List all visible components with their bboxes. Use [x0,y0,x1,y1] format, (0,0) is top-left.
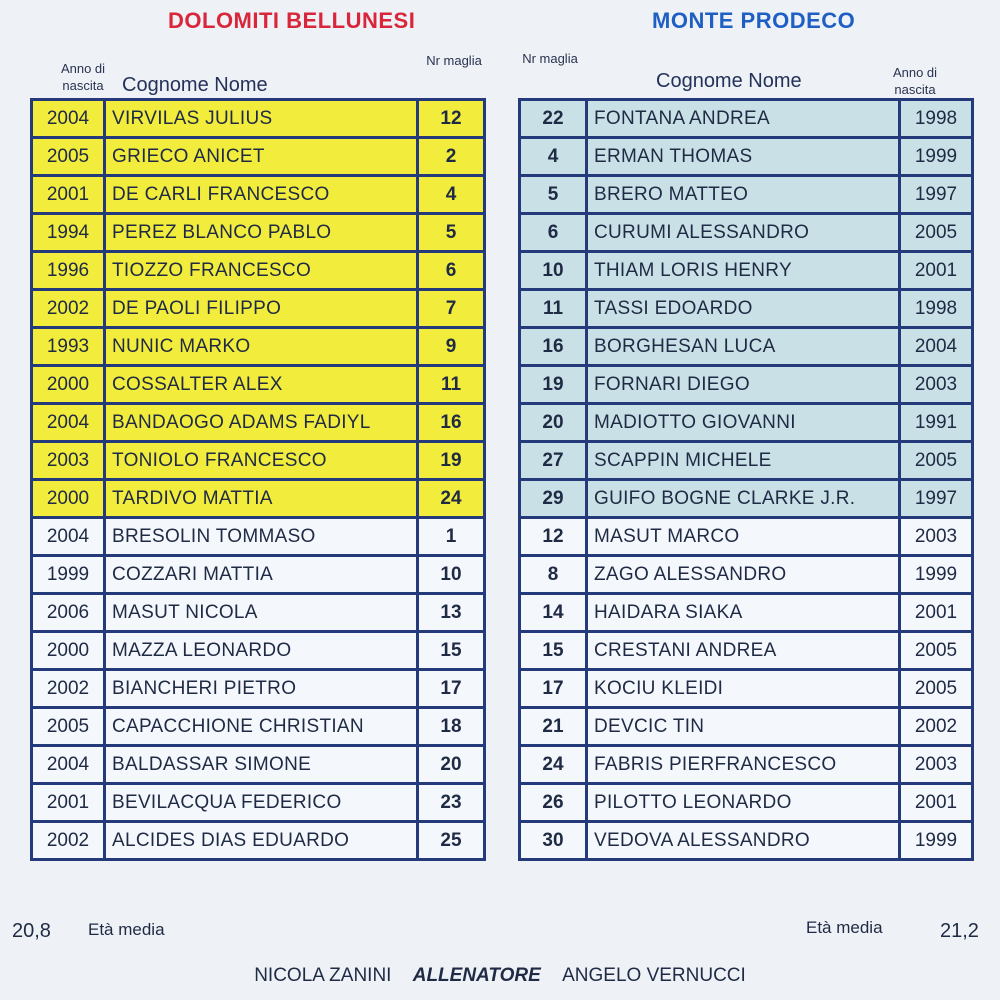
player-name: BIANCHERI PIETRO [105,670,418,708]
shirt-number: 26 [520,784,587,822]
shirt-number: 15 [520,632,587,670]
player-row [32,442,485,480]
shirt-number: 12 [418,100,485,138]
player-name: BRERO MATTEO [587,176,900,214]
shirt-number: 24 [418,480,485,518]
birth-year: 1999 [900,138,973,176]
shirt-number: 6 [520,214,587,252]
birth-year: 1999 [900,822,973,860]
shirt-number: 22 [520,100,587,138]
shirt-number: 6 [418,252,485,290]
player-row [520,746,973,784]
birth-year: 2002 [900,708,973,746]
right-name-header: Cognome Nome [656,70,802,92]
player-name: DEVCIC TIN [587,708,900,746]
player-row [32,746,485,784]
player-name: COSSALTER ALEX [105,366,418,404]
player-name: ZAGO ALESSANDRO [587,556,900,594]
shirt-number: 11 [418,366,485,404]
birth-year: 2001 [32,784,105,822]
shirt-number: 13 [418,594,485,632]
shirt-number: 27 [520,442,587,480]
birth-year: 2005 [900,214,973,252]
player-row [32,518,485,556]
birth-year: 1994 [32,214,105,252]
player-row [32,176,485,214]
shirt-number: 12 [520,518,587,556]
player-row [32,632,485,670]
right-birth-header: Anno di nascita [892,65,938,97]
birth-year: 2004 [32,100,105,138]
shirt-number: 21 [520,708,587,746]
player-name: FORNARI DIEGO [587,366,900,404]
birth-year: 1999 [32,556,105,594]
left-number-header: Nr maglia [426,53,482,68]
right-number-header: Nr maglia [522,51,578,66]
birth-year: 2001 [900,784,973,822]
shirt-number: 20 [520,404,587,442]
birth-year: 2003 [32,442,105,480]
player-row [32,252,485,290]
shirt-number: 10 [418,556,485,594]
shirt-number: 23 [418,784,485,822]
birth-year: 2004 [32,404,105,442]
coach-row [0,965,1000,987]
player-name: BORGHESAN LUCA [587,328,900,366]
birth-year: 2000 [32,632,105,670]
player-row [32,594,485,632]
birth-year: 1999 [900,556,973,594]
birth-year: 1998 [900,100,973,138]
birth-year: 2003 [900,366,973,404]
player-row [32,214,485,252]
shirt-number: 16 [520,328,587,366]
birth-year: 2005 [32,138,105,176]
player-row [32,708,485,746]
player-row [520,328,973,366]
shirt-number: 4 [418,176,485,214]
left-birth-header: Anno di nascita [60,61,106,93]
right-avg-age: 21,2 [940,920,979,942]
shirt-number: 5 [520,176,587,214]
player-row [32,100,485,138]
player-row [32,480,485,518]
player-row [520,556,973,594]
player-row [520,290,973,328]
right-team-title: MONTE PRODECO [652,8,856,33]
shirt-number: 2 [418,138,485,176]
player-row [520,670,973,708]
player-name: COZZARI MATTIA [105,556,418,594]
player-row [520,100,973,138]
player-name: THIAM LORIS HENRY [587,252,900,290]
player-name: TIOZZO FRANCESCO [105,252,418,290]
birth-year: 1993 [32,328,105,366]
player-name: MAZZA LEONARDO [105,632,418,670]
player-name: BANDAOGO ADAMS FADIYL [105,404,418,442]
shirt-number: 8 [520,556,587,594]
player-row [32,822,485,860]
shirt-number: 11 [520,290,587,328]
player-row [520,518,973,556]
birth-year: 2004 [900,328,973,366]
right-coach: ANGELO VERNUCCI [562,965,746,986]
player-name: PEREZ BLANCO PABLO [105,214,418,252]
player-name: TASSI EDOARDO [587,290,900,328]
player-row [32,366,485,404]
shirt-number: 18 [418,708,485,746]
player-row [520,404,973,442]
shirt-number: 30 [520,822,587,860]
player-row [32,556,485,594]
player-name: KOCIU KLEIDI [587,670,900,708]
birth-year: 1997 [900,176,973,214]
left-team-title: DOLOMITI BELLUNESI [168,8,416,33]
birth-year: 1997 [900,480,973,518]
player-row [32,290,485,328]
player-row [520,252,973,290]
shirt-number: 24 [520,746,587,784]
player-name: ALCIDES DIAS EDUARDO [105,822,418,860]
birth-year: 2001 [32,176,105,214]
shirt-number: 14 [520,594,587,632]
shirt-number: 7 [418,290,485,328]
player-row [520,594,973,632]
birth-year: 2003 [900,746,973,784]
coach-label: ALLENATORE [412,965,541,986]
birth-year: 2005 [32,708,105,746]
birth-year: 2004 [32,518,105,556]
player-name: ERMAN THOMAS [587,138,900,176]
shirt-number: 15 [418,632,485,670]
player-name: MASUT NICOLA [105,594,418,632]
shirt-number: 16 [418,404,485,442]
player-row [520,784,973,822]
player-name: FABRIS PIERFRANCESCO [587,746,900,784]
birth-year: 2000 [32,480,105,518]
birth-year: 2002 [32,670,105,708]
birth-year: 2001 [900,594,973,632]
shirt-number: 9 [418,328,485,366]
player-name: CAPACCHIONE CHRISTIAN [105,708,418,746]
shirt-number: 25 [418,822,485,860]
player-name: DE PAOLI FILIPPO [105,290,418,328]
shirt-number: 29 [520,480,587,518]
player-name: FONTANA ANDREA [587,100,900,138]
player-row [520,480,973,518]
shirt-number: 20 [418,746,485,784]
player-name: VEDOVA ALESSANDRO [587,822,900,860]
shirt-number: 17 [418,670,485,708]
left-name-header: Cognome Nome [122,74,268,96]
shirt-number: 17 [520,670,587,708]
player-row [32,138,485,176]
player-name: NUNIC MARKO [105,328,418,366]
left-roster-table [30,98,486,861]
birth-year: 2005 [900,442,973,480]
shirt-number: 1 [418,518,485,556]
birth-year: 1996 [32,252,105,290]
shirt-number: 19 [520,366,587,404]
player-row [32,328,485,366]
birth-year: 1998 [900,290,973,328]
player-row [520,442,973,480]
shirt-number: 19 [418,442,485,480]
player-row [520,138,973,176]
player-row [520,632,973,670]
right-roster-table [518,98,974,861]
shirt-number: 4 [520,138,587,176]
player-row [520,822,973,860]
player-row [32,670,485,708]
player-name: PILOTTO LEONARDO [587,784,900,822]
player-name: BEVILACQUA FEDERICO [105,784,418,822]
birth-year: 1991 [900,404,973,442]
player-row [520,366,973,404]
player-name: BALDASSAR SIMONE [105,746,418,784]
birth-year: 2004 [32,746,105,784]
birth-year: 2005 [900,670,973,708]
player-name: SCAPPIN MICHELE [587,442,900,480]
player-name: DE CARLI FRANCESCO [105,176,418,214]
player-name: CRESTANI ANDREA [587,632,900,670]
player-name: GUIFO BOGNE CLARKE J.R. [587,480,900,518]
shirt-number: 10 [520,252,587,290]
player-name: TONIOLO FRANCESCO [105,442,418,480]
left-avg-label: Età media [88,920,165,939]
player-name: BRESOLIN TOMMASO [105,518,418,556]
birth-year: 2000 [32,366,105,404]
birth-year: 2002 [32,822,105,860]
player-row [520,708,973,746]
birth-year: 2006 [32,594,105,632]
player-name: TARDIVO MATTIA [105,480,418,518]
player-row [32,784,485,822]
birth-year: 2003 [900,518,973,556]
player-name: HAIDARA SIAKA [587,594,900,632]
left-avg-age: 20,8 [12,920,51,942]
player-name: MASUT MARCO [587,518,900,556]
shirt-number: 5 [418,214,485,252]
player-row [32,404,485,442]
player-name: GRIECO ANICET [105,138,418,176]
right-avg-label: Età media [806,918,883,937]
player-name: CURUMI ALESSANDRO [587,214,900,252]
birth-year: 2001 [900,252,973,290]
left-coach: NICOLA ZANINI [254,965,392,986]
player-name: MADIOTTO GIOVANNI [587,404,900,442]
player-name: VIRVILAS JULIUS [105,100,418,138]
player-row [520,176,973,214]
birth-year: 2002 [32,290,105,328]
player-row [520,214,973,252]
birth-year: 2005 [900,632,973,670]
